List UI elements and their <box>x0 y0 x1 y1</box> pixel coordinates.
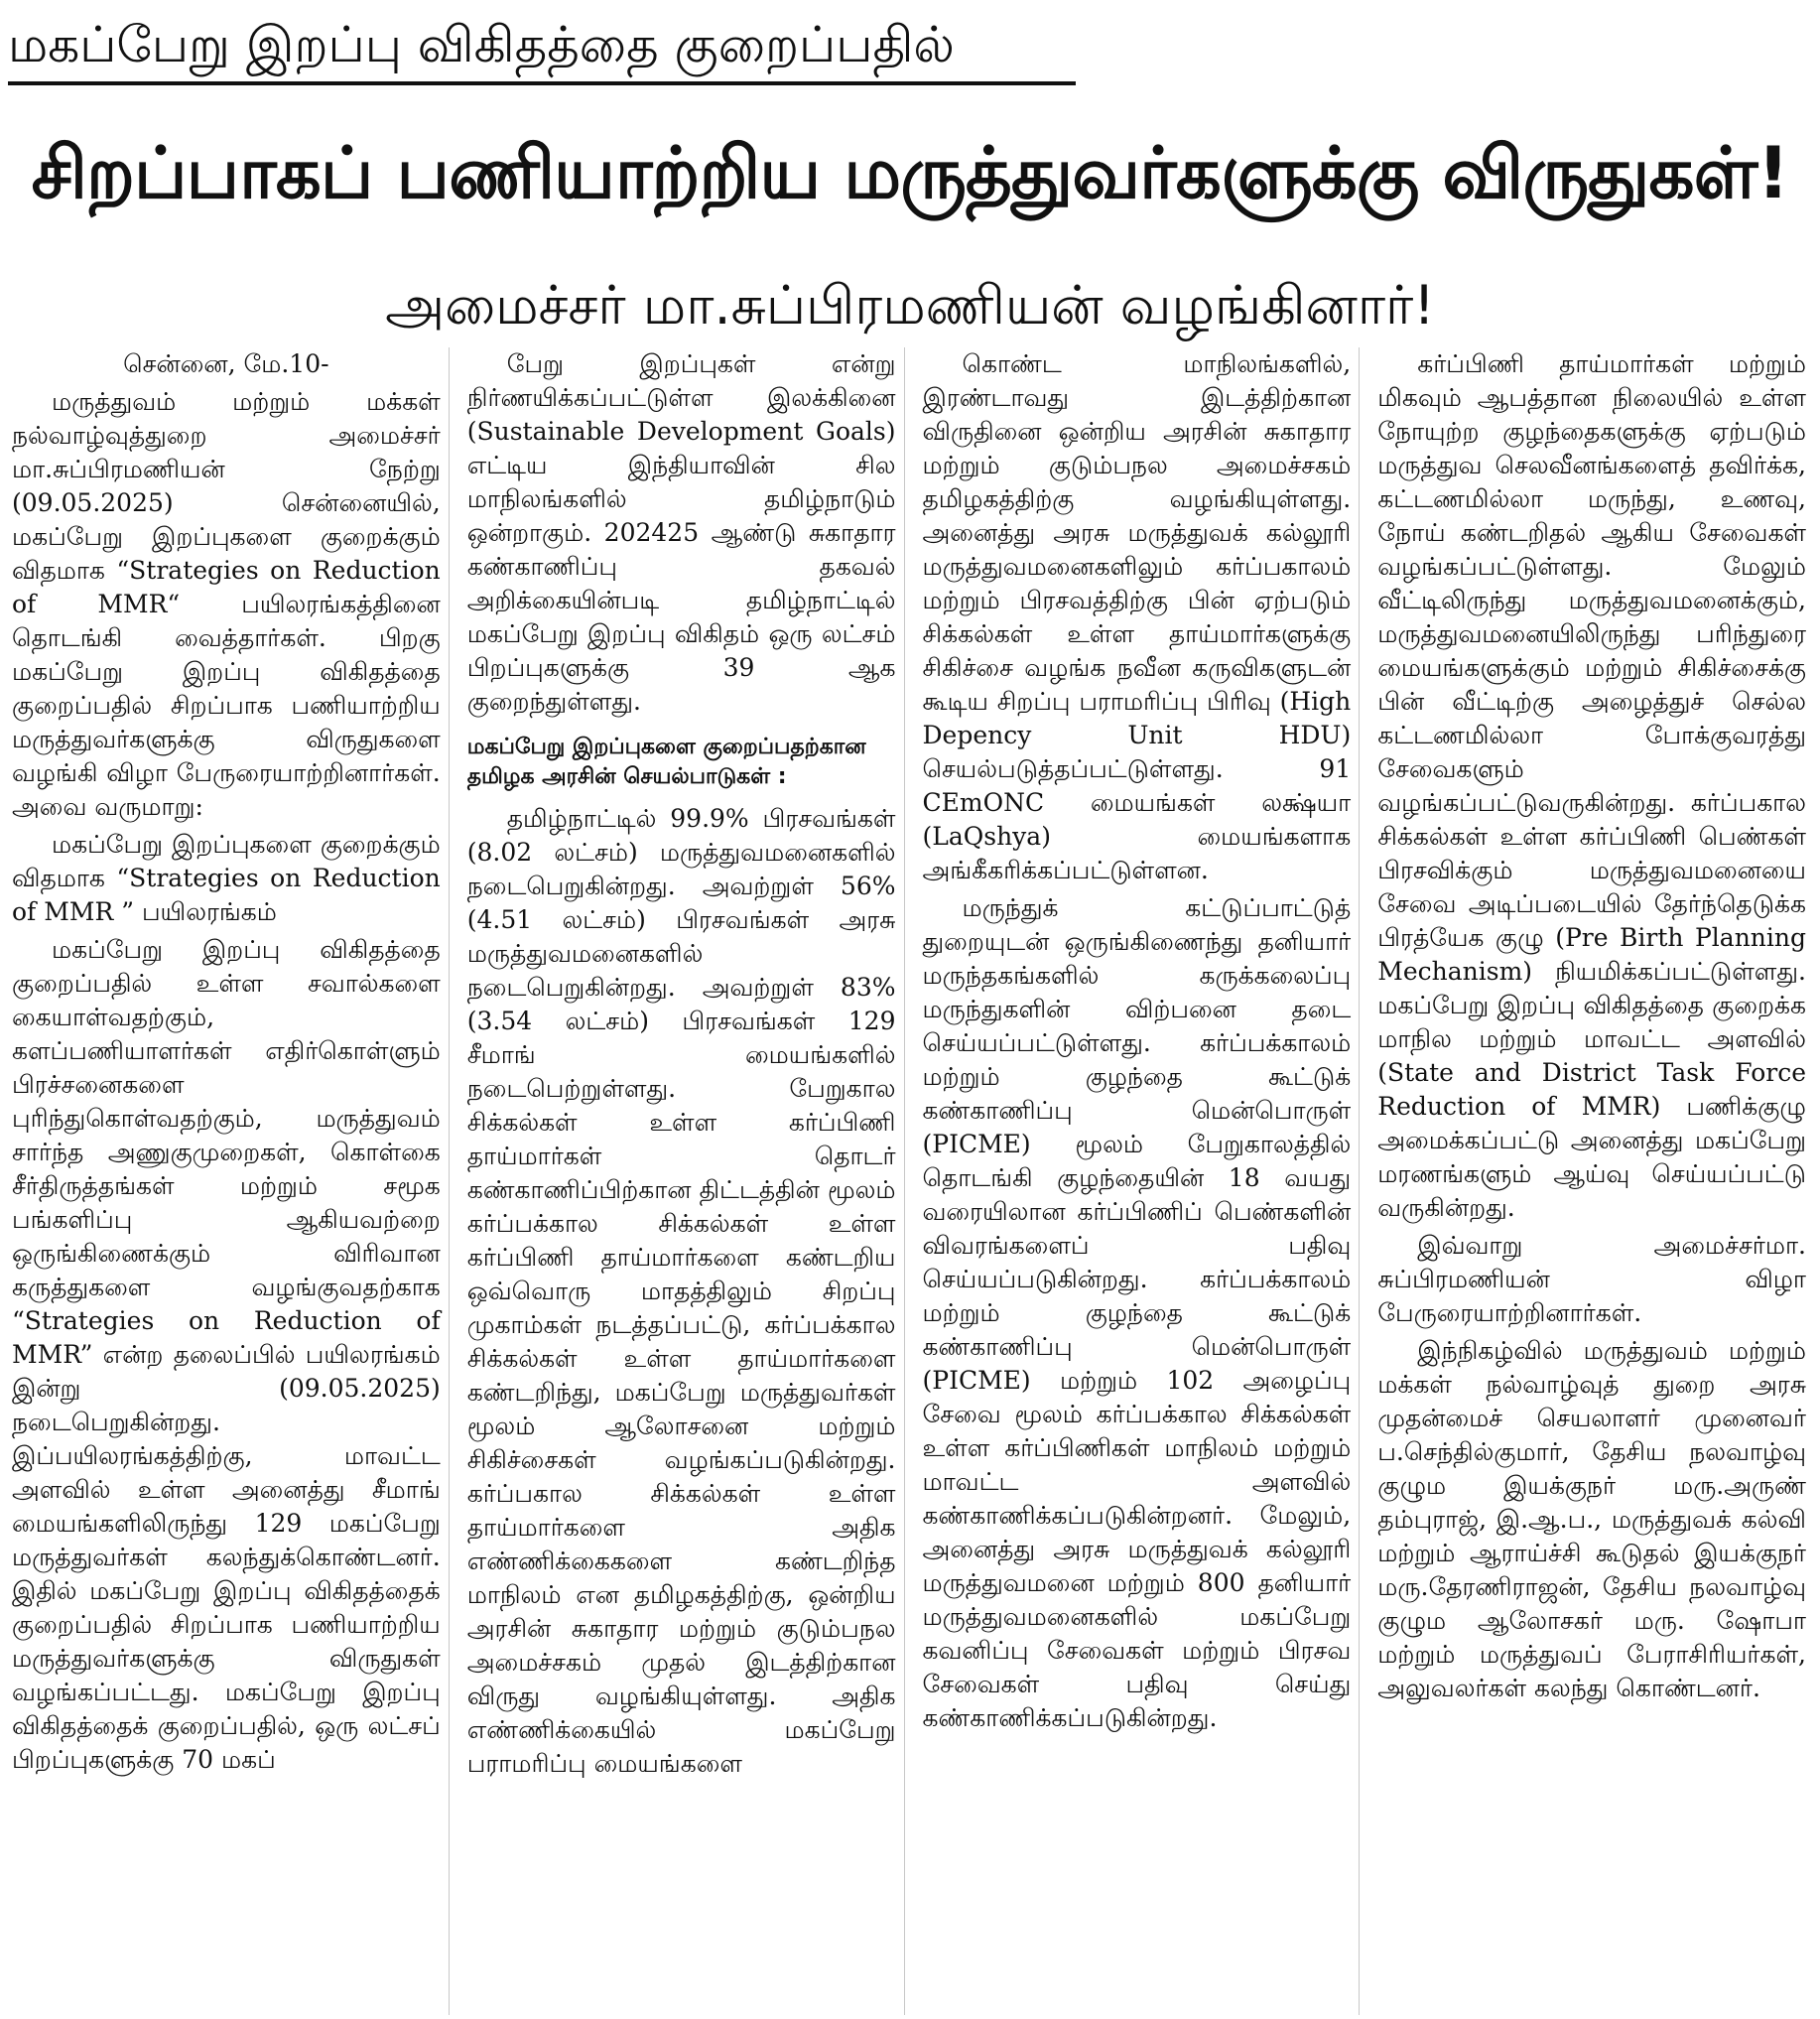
article-body <box>6 347 1814 2015</box>
paragraph: மருந்துக் கட்டுப்பாட்டுத் துறையுடன் ஒருங்கிணைந்து தனியார் மருந்தகங்களில் கருக்கலைப்பு மருந்துகளின் விற்பனை தடை செய்யப்பட்டுள்ளது. கர்ப்பக்காலம் மற்றும் குழந்தை கூட்டுக் கண்காணிப்பு மென்பொருள் (PICME) மூலம் பேறுகாலத்தில் தொடங்கி குழந்தையின் 18 வயது வரையிலான கர்ப்பிணிப் பெண்களின் விவரங்களைப் பதிவு செய்யப்படுகின்றது. கர்ப்பக்காலம் மற்றும் குழந்தை கூட்டுக் கண்காணிப்பு மென்பொருள் (PICME) மற்றும் 102 அழைப்பு சேவை மூலம் கர்ப்பக்கால சிக்கல்கள் உள்ள கர்ப்பிணிகள் மாநிலம் மற்றும் மாவட்ட அளவில் கண்காணிக்கப்படுகின்றனர். மேலும், அனைத்து அரசு மருத்துவக் கல்லூரி மருத்துவமனை மற்றும் 800 தனியார் மருத்துவமனைகளில் மகப்பேறு கவனிப்பு சேவைகள் மற்றும் பிரசவ சேவைகள் பதிவு செய்து கண்காணிக்கப்படுகின்றது. <box>922 893 1352 1732</box>
kicker: மகப்பேறு இறப்பு விகிதத்தை குறைப்பதில் <box>8 8 1076 85</box>
paragraph: மகப்பேறு இறப்பு விகிதத்தை குறைப்பதில் உள்ள சவால்களை கையாள்வதற்கும், களப்பணியாளர்கள் எதிர்கொள்ளும் பிரச்சனைகளை புரிந்துகொள்வதற்கும், மருத்துவம் சார்ந்த அணுகுமுறைகள், கொள்கை சீர்திருத்தங்கள் மற்றும் சமூக பங்களிப்பு ஆகியவற்றை ஒருங்கிணைக்கும் விரிவான கருத்துகளை வழங்குவதற்காக “Strategies on Reduction of MMR” என்ற தலைப்பில் பயிலரங்கம் இன்று (09.05.2025) நடைபெறுகின்றது. இப்பயிலரங்கத்திற்கு, மாவட்ட அளவில் உள்ள அனைத்து சீமாங் மையங்களிலிருந்து 129 மகப்பேறு மருத்துவர்கள் கலந்துக்கொண்டனர். இதில் மகப்பேறு இறப்பு விகிதத்தைக் குறைப்பதில் சிறப்பாக பணியாற்றிய மருத்துவர்களுக்கு விருதுகள் வழங்கப்பட்டது. மகப்பேறு இறப்பு விகிதத்தைக் குறைப்பதில், ஒரு லட்சப் பிறப்புகளுக்கு 70 மகப் <box>12 935 441 1774</box>
column-3 <box>917 347 1361 2015</box>
paragraph: மகப்பேறு இறப்புகளை குறைக்கும் விதமாக “Strategies on Reduction of MMR ” பயிலரங்கம் <box>12 830 441 926</box>
paragraph: இந்நிகழ்வில் மருத்துவம் மற்றும் மக்கள் நல்வாழ்வுத் துறை அரசு முதன்மைச் செயலாளர் முனைவர் ப.செந்தில்குமார், தேசிய நலவாழ்வு குழும இயக்குநர் மரு.அருண் தம்புராஜ், இ.ஆ.ப., மருத்துவக் கல்வி மற்றும் ஆராய்ச்சி கூடுதல் இயக்குநர் மரு.தேரணிராஜன், தேசிய நலவாழ்வு குழும ஆலோசகர் மரு. ஷோபா மற்றும் மருத்துவப் பேராசிரியர்கள், அலுவலர்கள் கலந்து கொண்டனர். <box>1377 1336 1806 1702</box>
paragraph: மருத்துவம் மற்றும் மக்கள் நல்வாழ்வுத்துறை அமைச்சர் மா.சுப்பிரமணியன் நேற்று (09.05.2025) சென்னையில், மகப்பேறு இறப்புகளை குறைக்கும் விதமாக “Strategies on Reduction of MMR“ பயிலரங்கத்தினை தொடங்கி வைத்தார்கள். பிறகு மகப்பேறு இறப்பு விகிதத்தை குறைப்பதில் சிறப்பாக பணியாற்றிய மருத்துவர்களுக்கு விருதுகளை வழங்கி விழா பேருரையாற்றினார்கள். அவை வருமாறு: <box>12 387 441 821</box>
paragraph: தமிழ்நாட்டில் 99.9% பிரசவங்கள் (8.02 லட்சம்) மருத்துவமனைகளில் நடைபெறுகின்றது. அவற்றுள் 56% (4.51 லட்சம்) பிரசவங்கள் அரசு மருத்துவமனைகளில் நடைபெறுகின்றது. அவற்றுள் 83% (3.54 லட்சம்) பிரசவங்கள் 129 சீமாங் மையங்களில் நடைபெற்றுள்ளது. பேறுகால சிக்கல்கள் உள்ள கர்ப்பிணி தாய்மார்கள் தொடர் கண்காணிப்பிற்கான திட்டத்தின் மூலம் கர்ப்பக்கால சிக்கல்கள் உள்ள கர்ப்பிணி தாய்மார்களை கண்டறிய ஒவ்வொரு மாதத்திலும் சிறப்பு முகாம்கள் நடத்தப்பட்டு, கர்ப்பக்கால சிக்கல்கள் உள்ள தாய்மார்களை கண்டறிந்து, மகப்பேறு மருத்துவர்கள் மூலம் ஆலோசனை மற்றும் சிகிச்சைகள் வழங்கப்படுகின்றது. கர்ப்பகால சிக்கல்கள் உள்ள தாய்மார்களை அதிக எண்ணிக்கைகளை கண்டறிந்த மாநிலம் என தமிழகத்திற்கு, ஒன்றிய அரசின் சுகாதார மற்றும் குடும்பநல அமைச்சகம் முதல் இடத்திற்கான விருது வழங்கியுள்ளது. அதிக எண்ணிக்கையில் மகப்பேறு பராமரிப்பு மையங்களை <box>466 804 896 1778</box>
subheadline: அமைச்சர் மா.சுப்பிரமணியன் வழங்கினார்! <box>385 274 1435 336</box>
column-1 <box>6 347 450 2015</box>
column-2 <box>461 347 905 2015</box>
paragraph: கர்ப்பிணி தாய்மார்கள் மற்றும் மிகவும் ஆபத்தான நிலையில் உள்ள நோயுற்ற குழந்தைகளுக்கு ஏற்படும் மருத்துவ செலவீனங்களைத் தவிர்க்க, கட்டணமில்லா மருந்து, உணவு, நோய் கண்டறிதல் ஆகிய சேவைகள் வழங்கப்பட்டுள்ளது. மேலும் வீட்டிலிருந்து மருத்துவமனைக்கும், மருத்துவமனையிலிருந்து பரிந்துரை மையங்களுக்கும் மற்றும் சிகிச்சைக்கு பின் வீட்டிற்கு அழைத்துச் செல்ல கட்டணமில்லா போக்குவரத்து சேவைகளும் வழங்கப்பட்டுவருகின்றது. கர்ப்பகால சிக்கல்கள் உள்ள கர்ப்பிணி பெண்கள் பிரசவிக்கும் மருத்துவமனையை சேவை அடிப்படையில் தேர்ந்தெடுக்க பிரத்யேக குழு (Pre Birth Planning Mechanism) நியமிக்கப்பட்டுள்ளது. மகப்பேறு இறப்பு விகிதத்தை குறைக்க மாநில மற்றும் மாவட்ட அளவில் (State and District Task Force Reduction of MMR) பணிக்குழு அமைக்கப்பட்டு அனைத்து மகப்பேறு மரணங்களும் ஆய்வு செய்யப்பட்டு வருகின்றது. <box>1377 349 1806 1222</box>
paragraph: பேறு இறப்புகள் என்று நிர்ணயிக்கப்பட்டுள்ள இலக்கினை (Sustainable Development Goals) எட்டிய இந்தியாவின் சில மாநிலங்களில் தமிழ்நாடும் ஒன்றாகும். 202425 ஆண்டு சுகாதார கண்காணிப்பு தகவல் அறிக்கையின்படி தமிழ்நாட்டில் மகப்பேறு இறப்பு விகிதம் ஒரு லட்சம் பிறப்புகளுக்கு 39 ஆக குறைந்துள்ளது. <box>466 349 896 716</box>
column-4 <box>1371 347 1814 2015</box>
paragraph: கொண்ட மாநிலங்களில், இரண்டாவது இடத்திற்கான விருதினை ஒன்றிய அரசின் சுகாதார மற்றும் குடும்பநல அமைச்சகம் தமிழகத்திற்கு வழங்கியுள்ளது. அனைத்து அரசு மருத்துவக் கல்லூரி மருத்துவமனைகளிலும் கர்ப்பகாலம் மற்றும் பிரசவத்திற்கு பின் ஏற்படும் சிக்கல்கள் உள்ள தாய்மார்களுக்கு சிகிச்சை வழங்க நவீன கருவிகளுடன் கூடிய சிறப்பு பராமரிப்பு பிரிவு (High Depency Unit HDU) செயல்படுத்தப்பட்டுள்ளது. 91 CEmONC மையங்கள் லக்ஷ்யா (LaQshya) மையங்களாக அங்கீகரிக்கப்பட்டுள்ளன. <box>922 349 1352 884</box>
section-heading: மகப்பேறு இறப்புகளை குறைப்பதற்கான தமிழக அரசின் செயல்பாடுகள் : <box>466 735 866 789</box>
headline: சிறப்பாகப் பணியாற்றிய மருத்துவர்களுக்கு விருதுகள்! <box>31 131 1789 214</box>
paragraph: இவ்வாறு அமைச்சர்மா. சுப்பிரமணியன் விழா பேருரையாற்றினார்கள். <box>1377 1231 1806 1327</box>
dateline: சென்னை, மே.10- <box>123 349 329 378</box>
